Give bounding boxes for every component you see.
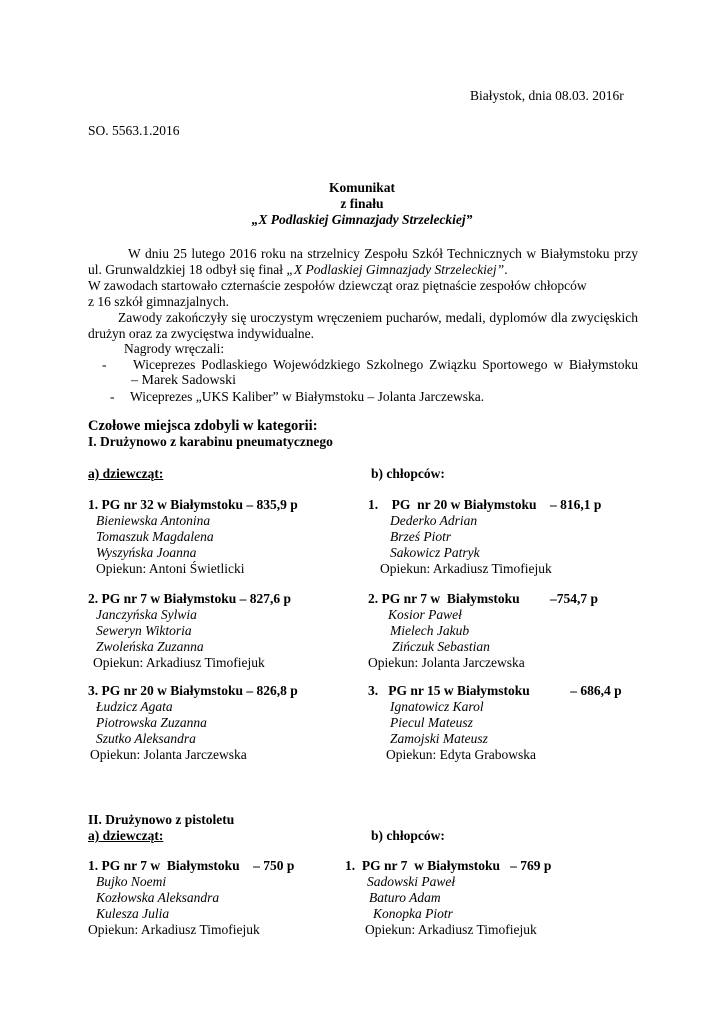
s1-boys-team-2 [368, 591, 598, 671]
intro-awards: Zawody zakończyły się uroczystym wręczeniem pucharów, medali, dyplomów dla zwycięskich drużyn oraz za zwycięstwa indywidualne. [88, 310, 638, 341]
intro-text: W dniu 25 lutego 2016 roku na strzelnicy Zespołu Szkół Technicznych w Białymstoku przy ul. Grunwaldzkiej 18 odbył się finał [88, 246, 638, 277]
team-member: Kozłowska Aleksandra [96, 890, 220, 905]
title-line-3: „X Podlaskiej Gimnazjady Strzeleckiej” [251, 212, 473, 227]
section-1-subheading: I. Drużynowo z karabinu pneumatycznego [88, 434, 333, 449]
title-line-1: Komunikat [328, 180, 396, 195]
bullet-2: Wiceprezes „UKS Kaliber” w Białymstoku – Jolanta Jarczewska. [130, 389, 485, 404]
s1-boys-team-3 [368, 683, 622, 763]
intro-schools: z 16 szkół gimnazjalnych. [88, 294, 229, 309]
team-member: Kulesza Julia [96, 906, 170, 921]
team-member: Łudzicz Agata [96, 699, 173, 714]
team-coach: Opiekun: Arkadiusz Timofiejuk [93, 655, 265, 670]
section-2-heading: II. Drużynowo z pistoletu [88, 812, 235, 827]
team-member: Baturo Adam [369, 890, 441, 905]
team-coach: Opiekun: Arkadiusz Timofiejuk [88, 922, 260, 937]
team-member: Wyszyńska Joanna [96, 545, 197, 560]
team-member: Tomaszuk Magdalena [96, 529, 214, 544]
s1-girls-team-3 [88, 683, 298, 763]
team-member: Piecul Mateusz [390, 715, 473, 730]
team-member: Sadowski Paweł [367, 874, 456, 889]
section-1-girls-label: a) dziewcząt: [88, 466, 164, 481]
team-coach: Opiekun: Jolanta Jarczewska [90, 747, 247, 762]
team-coach: Opiekun: Antoni Świetlicki [96, 561, 245, 576]
team-member: Ignatowicz Karol [390, 699, 484, 714]
team-member: Zwoleńska Zuzanna [96, 639, 204, 654]
intro-paragraph [88, 246, 638, 278]
intro-teams: W zawodach startowało czternaście zespołów dziewcząt oraz piętnaście zespołów chłopców [88, 278, 587, 293]
team-member: Mielech Jakub [390, 623, 470, 638]
team-coach: Opiekun: Edyta Grabowska [386, 747, 536, 762]
intro-end: . [504, 262, 508, 277]
team-coach: Opiekun: Arkadiusz Timofiejuk [380, 561, 552, 576]
team-coach: Opiekun: Jolanta Jarczewska [368, 655, 525, 670]
team-title: 3. PG nr 15 w Białymstoku – 686,4 p [368, 683, 622, 698]
section-1-boys-label: b) chłopców: [371, 466, 445, 481]
team-member: Dederko Adrian [390, 513, 478, 528]
intro-presenters-label: Nagrody wręczali: [124, 341, 225, 356]
bullet-1-line-2: – Marek Sadowski [131, 373, 236, 388]
team-member: Konopka Piotr [373, 906, 453, 921]
section-2-girls-label: a) dziewcząt: [88, 828, 164, 843]
team-title: 2. PG nr 7 w Białymstoku – 827,6 p [88, 591, 292, 606]
intro-event-name: „X Podlaskiej Gimnazjady Strzeleckiej” [286, 262, 505, 277]
s1-boys-team-1 [368, 497, 601, 577]
team-member: Janczyńska Sylwia [96, 607, 197, 622]
team-title: 1. PG nr 7 w Białymstoku – 769 p [345, 858, 552, 873]
s2-boys-team-1 [345, 858, 551, 938]
section-1-heading: Czołowe miejsca zdobyli w kategorii: [88, 418, 318, 434]
section-2-boys-label: b) chłopców: [371, 828, 445, 843]
team-member: Zamojski Mateusz [390, 731, 488, 746]
team-coach: Opiekun: Arkadiusz Timofiejuk [365, 922, 537, 937]
team-member: Brześ Piotr [390, 529, 452, 544]
bullet-dash-2: - [110, 389, 115, 404]
team-member: Bujko Noemi [96, 874, 167, 889]
team-member: Sakowicz Patryk [390, 545, 480, 560]
title-line-2: z finału [340, 196, 384, 211]
team-title: 2. PG nr 7 w Białymstoku –754,7 p [368, 591, 599, 606]
team-title: 1. PG nr 7 w Białymstoku – 750 p [88, 858, 295, 873]
s2-girls-team-1 [88, 858, 294, 938]
team-member: Szutko Aleksandra [96, 731, 196, 746]
team-member: Piotrowska Zuzanna [96, 715, 207, 730]
team-member: Bieniewska Antonina [96, 513, 211, 528]
team-title: 1. PG nr 32 w Białymstoku – 835,9 p [88, 497, 298, 512]
s1-girls-team-1 [88, 497, 298, 577]
team-member: Zińczuk Sebastian [392, 639, 490, 654]
team-title: 3. PG nr 20 w Białymstoku – 826,8 p [88, 683, 298, 698]
reference-number: SO. 5563.1.2016 [88, 123, 180, 138]
team-member: Seweryn Wiktoria [96, 623, 192, 638]
team-member: Kosior Paweł [388, 607, 462, 622]
place-date: Białystok, dnia 08.03. 2016r [470, 88, 624, 103]
bullet-dash-1: - [102, 357, 107, 372]
team-title: 1. PG nr 20 w Białymstoku – 816,1 p [368, 497, 602, 512]
bullet-1-line-1: Wiceprezes Podlaskiego Wojewódzkiego Szkolnego Związku Sportowego w Białymstoku [133, 357, 638, 372]
s1-girls-team-2 [88, 591, 291, 671]
